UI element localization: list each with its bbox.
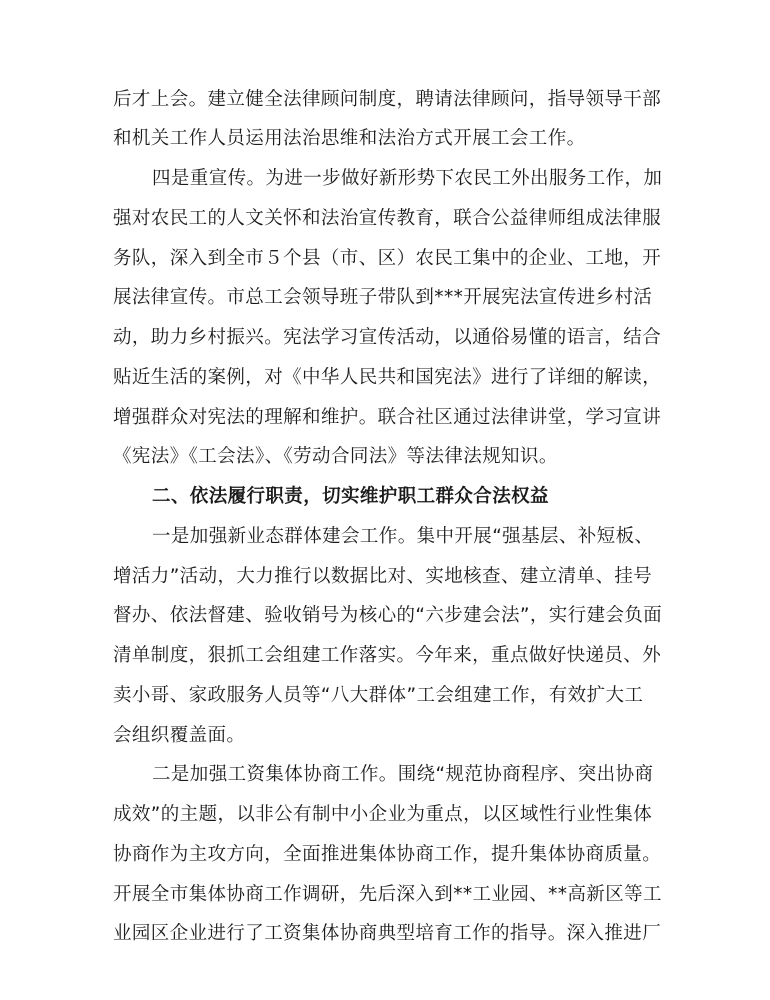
text-line: 增强群众对宪法的理解和维护。联合社区通过法律讲堂，学习宣讲 (113, 407, 662, 428)
text-line: 展法律宣传。市总工会领导班子带队到***开展宪法宣传进乡村活 (113, 287, 653, 308)
text-line: 清单制度，狠抓工会组建工作落实。今年来，重点做好快递员、外 (113, 645, 662, 666)
paragraph-start-line: 二是加强工资集体协商工作。围绕“规范协商程序、突出协商 (152, 764, 654, 785)
text-line: 和机关工作人员运用法治思维和法治方式开展工会工作。 (113, 128, 586, 149)
paragraph-start-line: 四是重宣传。为进一步做好新形势下农民工外出服务工作，加 (152, 168, 663, 189)
text-line: 贴近生活的案例，对《中华人民共和国宪法》进行了详细的解读， (113, 367, 662, 388)
text-line: 强对农民工的人文关怀和法治宣传教育，联合公益律师组成法律服 (113, 208, 662, 229)
text-line: 动，助力乡村振兴。宪法学习宣传活动，以通俗易懂的语言，结合 (113, 327, 662, 348)
text-line: 会组织覆盖面。 (113, 725, 246, 746)
text-line: 务队，深入到全市５个县（市、区）农民工集中的企业、工地，开 (113, 248, 662, 269)
text-line: 增活力”活动，大力推行以数据比对、实地核查、建立清单、挂号 (113, 566, 653, 587)
text-line: 《宪法》《工会法》、《劳动合同法》等法律法规知识。 (113, 446, 558, 467)
text-line: 督办、依法督建、验收销号为核心的“六步建会法”，实行建会负面 (113, 605, 663, 626)
text-line: 卖小哥、家政服务人员等“八大群体”工会组建工作，有效扩大工 (113, 685, 644, 706)
text-line: 成效”的主题，以非公有制中小企业为重点，以区域性行业性集体 (113, 804, 653, 825)
text-line: 开展全市集体协商工作调研，先后深入到**工业园、**高新区等工 (113, 884, 662, 905)
text-line: 业园区企业进行了工资集体协商典型培育工作的指导。深入推进厂 (113, 923, 662, 944)
text-line: 后才上会。建立健全法律顾问制度，聘请法律顾问，指导领导干部 (113, 89, 662, 110)
text-line: 协商作为主攻方向，全面推进集体协商工作，提升集体协商质量。 (113, 844, 662, 865)
paragraph-start-line: 一是加强新业态群体建会工作。集中开展“强基层、补短板、 (152, 526, 654, 547)
section-heading: 二、依法履行职责，切实维护职工群众合法权益 (152, 486, 549, 507)
